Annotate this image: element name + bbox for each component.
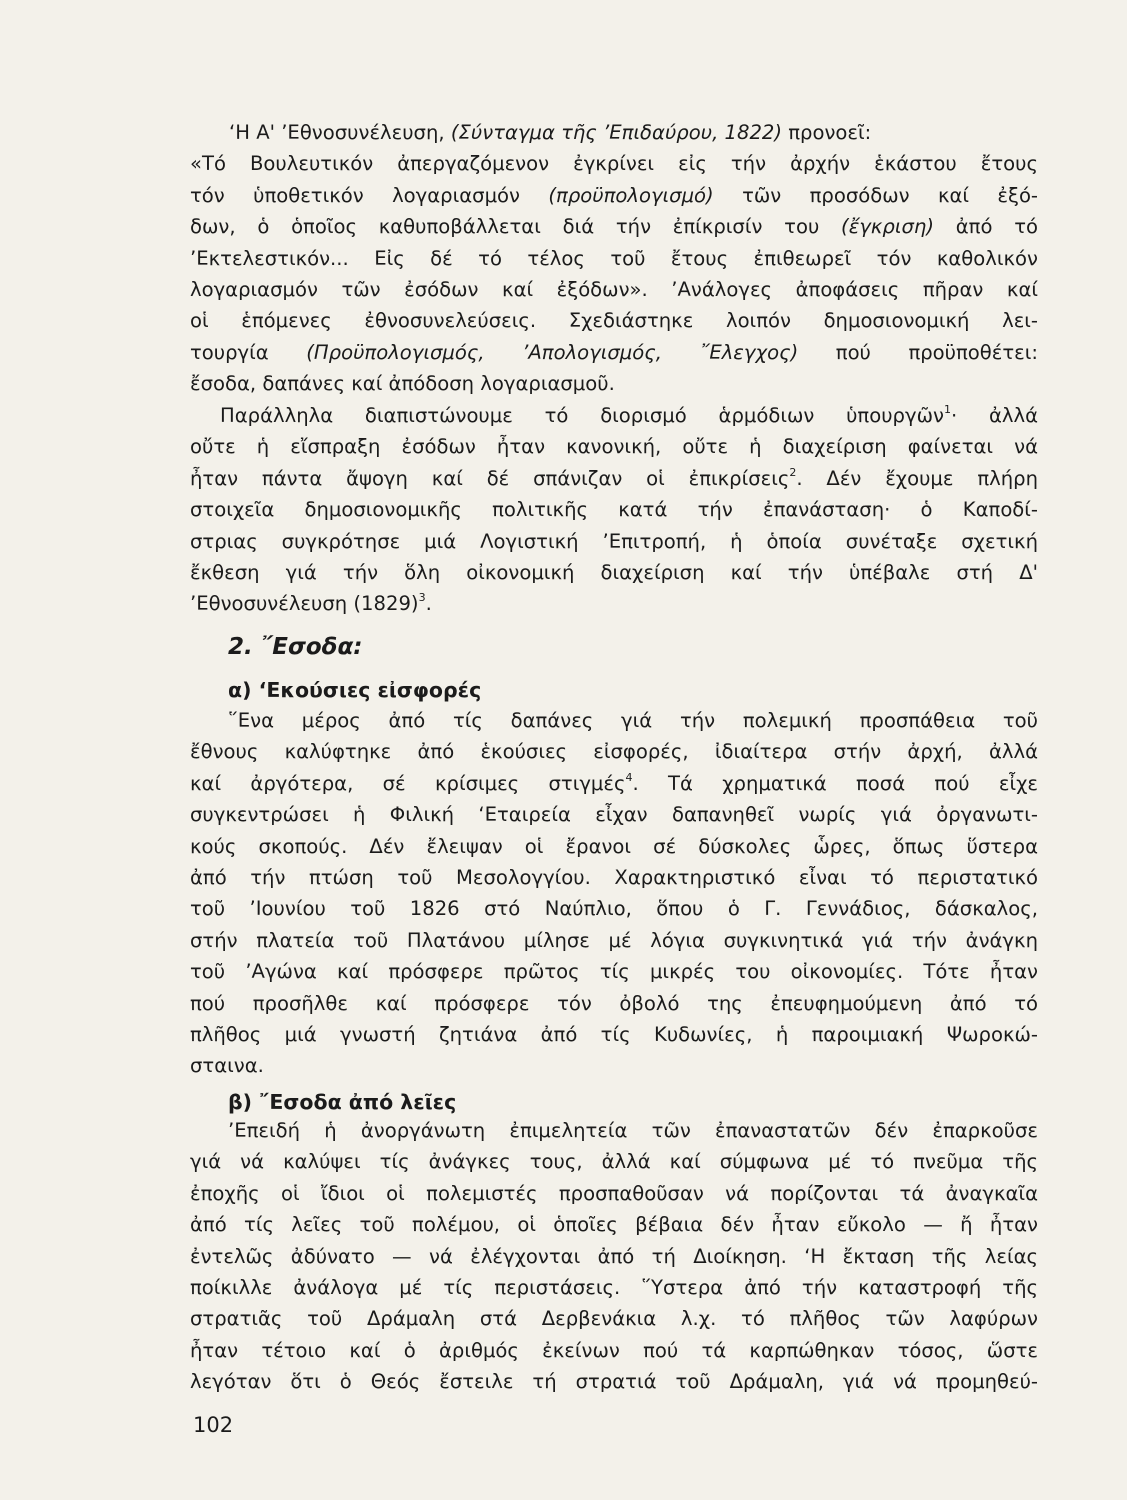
text-span: ‘Η Α' ’Εθνοσυνέλευση, <box>229 121 451 144</box>
sub-b-line-2: γιά νά καλύψει τίς ἀνάγκες τους, ἀλλά καί σύμφωνα μέ τό πνεῦμα τῆς <box>190 1150 1038 1174</box>
intro-line-9: ἔσοδα, δαπάνες καί ἀπόδοση λογαριασμοῦ. <box>190 372 615 396</box>
intro-paragraph <box>190 117 1038 400</box>
para2-line-6: ἔκθεση γιά τήν ὅλη οἰκονομική διαχείριση καί τήν ὑπέβαλε στή Δ' <box>190 560 1038 584</box>
intro-line-7: οἱ ἑπόμενες ἐθνοσυνελεύσεις. Σχεδιάστηκε λοιπόν δημοσιονομική λει- <box>190 309 1038 333</box>
subsection-a-title: α) ‘Εκούσιες εἰσφορές <box>228 678 482 702</box>
sub-b-line-9: λεγόταν ὅτι ὁ Θεός ἔστειλε τή στρατιά τοῦ Δράμαλη, γιά νά προμηθεύ- <box>190 1370 1038 1394</box>
sub-a-line-7: τοῦ ’Ιουνίου τοῦ 1826 στό Ναύπλιο, ὅπου ὁ Γ. Γεννάδιος, δάσκαλος, <box>190 897 1038 921</box>
term-italic: (ἔγκριση) <box>841 215 934 239</box>
para2-line-4: στοιχεῖα δημοσιονομικῆς πολιτικῆς κατά τήν ἐπανάσταση· ὁ Καποδί- <box>190 498 1038 522</box>
intro-line-4 <box>190 211 1038 242</box>
sub-a-line-11: πλῆθος μιά γνωστή ζητιάνα ἀπό τίς Κυδωνίες, ἡ παροιμιακή Ψωροκώ- <box>190 1022 1038 1046</box>
para2-line-1 <box>190 400 1038 431</box>
intro-line-6: λογαριασμόν τῶν ἐσόδων καί ἐξόδων». ’Ανάλογες ἀποφάσεις πῆραν καί <box>190 277 1038 301</box>
para2-line-3 <box>190 463 1038 494</box>
intro-line-3 <box>190 180 1038 211</box>
subsection-a-body <box>190 705 1038 1082</box>
sub-b-line-4: ἀπό τίς λεῖες τοῦ πολέμου, οἱ ὁποῖες βέβαια δέν ἦταν εὔκολο — ἤ ἦταν <box>190 1213 1038 1237</box>
text-span: καί ἀργότερα, σέ κρίσιμες στιγμές <box>190 771 626 795</box>
text-span: δων, ὁ ὁποῖος καθυποβάλλεται διά τήν ἐπίκρισίν του <box>190 215 842 239</box>
sub-b-line-7: στρατιᾶς τοῦ Δράμαλη στά Δερβενάκια λ.χ. τό πλῆθος τῶν λαφύρων <box>190 1307 1038 1331</box>
text-span: τῶν προσόδων καί ἐξό- <box>713 183 1039 207</box>
page-number: 102 <box>193 1413 234 1437</box>
text-span: . Δέν ἔχουμε πλήρη <box>796 466 1038 490</box>
sub-b-line-5: ἐντελῶς ἀδύνατο — νά ἐλέγχονται ἀπό τή Διοίκηση. ‘Η ἔκταση τῆς λείας <box>190 1244 1038 1268</box>
section-heading: 2. ῎Εσοδα: <box>228 634 363 660</box>
para2-line-2: οὔτε ἡ εἴσπραξη ἐσόδων ἦταν κανονική, οὔτε ἡ διαχείριση φαίνεται νά <box>190 435 1038 459</box>
intro-line-8 <box>190 337 1038 368</box>
paragraph-2 <box>190 400 1038 620</box>
sub-a-line-9: τοῦ ’Αγώνα καί πρόσφερε πρῶτος τίς μικρές του οἰκονομίες. Τότε ἦταν <box>190 960 1038 984</box>
sub-a-line-6: ἀπό τήν πτώση τοῦ Μεσολογγίου. Χαρακτηριστικό εἶναι τό περιστατικό <box>190 865 1038 889</box>
intro-line-2: «Τό Βουλευτικόν ἀπεργαζόμενον ἐγκρίνει εἰς τήν ἀρχήν ἑκάστου ἔτους <box>190 152 1038 176</box>
term-italic: (Προϋπολογισμός, ’Απολογισμός, ῎Ελεγχος) <box>306 340 799 364</box>
sub-a-line-12: σταινα. <box>190 1054 264 1078</box>
sub-a-line-10: πού προσῆλθε καί πρόσφερε τόν ὀβολό της ἐπευφημούμενη ἀπό τό <box>190 991 1038 1015</box>
sub-a-line-3 <box>190 768 1038 799</box>
para2-line-7 <box>190 588 1038 619</box>
sub-b-line-8: ἦταν τέτοιο καί ὁ ἀριθμός ἐκείνων πού τά καρπώθηκαν τόσος, ὥστε <box>190 1338 1038 1362</box>
text-span: ’Εθνοσυνέλευση (1829) <box>190 592 419 616</box>
sub-a-line-8: στήν πλατεία τοῦ Πλατάνου μίλησε μέ λόγια συγκινητικά γιά τήν ἀνάγκη <box>190 928 1038 952</box>
intro-line-1 <box>190 117 1038 148</box>
footnote-ref: 2 <box>789 465 797 479</box>
intro-line-5: ’Εκτελεστικόν... Εἰς δέ τό τέλος τοῦ ἔτους ἐπιθεωρεῖ τόν καθολικόν <box>190 246 1038 270</box>
text-span: πού προϋποθέτει: <box>798 340 1038 364</box>
subsection-b-title: β) ῎Εσοδα ἀπό λεῖες <box>228 1090 457 1114</box>
footnote-ref: 3 <box>418 591 426 605</box>
sub-a-line-4: συγκεντρώσει ἡ Φιλική ‘Εταιρεία εἶχαν δαπανηθεῖ νωρίς γιά ὀργανωτι- <box>190 803 1038 827</box>
text-span: τόν ὑποθετικόν λογαριασμόν <box>190 183 549 207</box>
sub-b-line-1: ’Επειδή ἡ ἀνοργάνωτη ἐπιμελητεία τῶν ἐπαναστατῶν δέν ἐπαρκοῦσε <box>228 1119 1038 1142</box>
text-span: . <box>425 592 432 616</box>
text-span: ἀπό τό <box>933 215 1038 239</box>
sub-a-line-5: κούς σκοπούς. Δέν ἔλειψαν οἱ ἔρανοι σέ δύσκολες ὧρες, ὅπως ὕστερα <box>190 834 1038 858</box>
text-span: προνοεῖ: <box>782 121 872 144</box>
footnote-ref: 1 <box>943 403 951 416</box>
sub-a-line-1: ῞Ενα μέρος ἀπό τίς δαπάνες γιά τήν πολεμική προσπάθεια τοῦ <box>228 709 1038 732</box>
sub-b-line-3: ἐποχῆς οἱ ἴδιοι οἱ πολεμιστές προσπαθοῦσαν νά πορίζονται τά ἀναγκαῖα <box>190 1181 1038 1205</box>
sub-b-line-6: ποίκιλλε ἀνάλογα μέ τίς περιστάσεις. ῞Υστερα ἀπό τήν καταστροφή τῆς <box>190 1275 1038 1299</box>
term-italic: (προϋπολογισμό) <box>548 183 714 207</box>
text-span: ἦταν πάντα ἄψογη καί δέ σπάνιζαν οἱ ἐπικρίσεις <box>190 466 790 490</box>
sub-a-line-2: ἔθνους καλύφτηκε ἀπό ἑκούσιες εἰσφορές, ἰδιαίτερα στήν ἀρχή, ἀλλά <box>190 740 1038 764</box>
subsection-b-body <box>190 1115 1038 1398</box>
para2-line-5: στριας συγκρότησε μιά Λογιστική ’Επιτροπή, ἡ ὁποία συνέταξε σχετική <box>190 529 1038 553</box>
citation-italic: (Σύνταγμα τῆς ’Επιδαύρου, 1822) <box>450 121 783 144</box>
text-span: · ἀλλά <box>950 404 1038 427</box>
text-span: Παράλληλα διαπιστώνουμε τό διορισμό ἁρμόδιων ὑπουργῶν <box>220 404 944 427</box>
text-span: . Τά χρηματικά ποσά πού εἶχε <box>632 771 1039 795</box>
text-span: τουργία <box>190 340 307 364</box>
footnote-ref: 4 <box>625 770 633 784</box>
